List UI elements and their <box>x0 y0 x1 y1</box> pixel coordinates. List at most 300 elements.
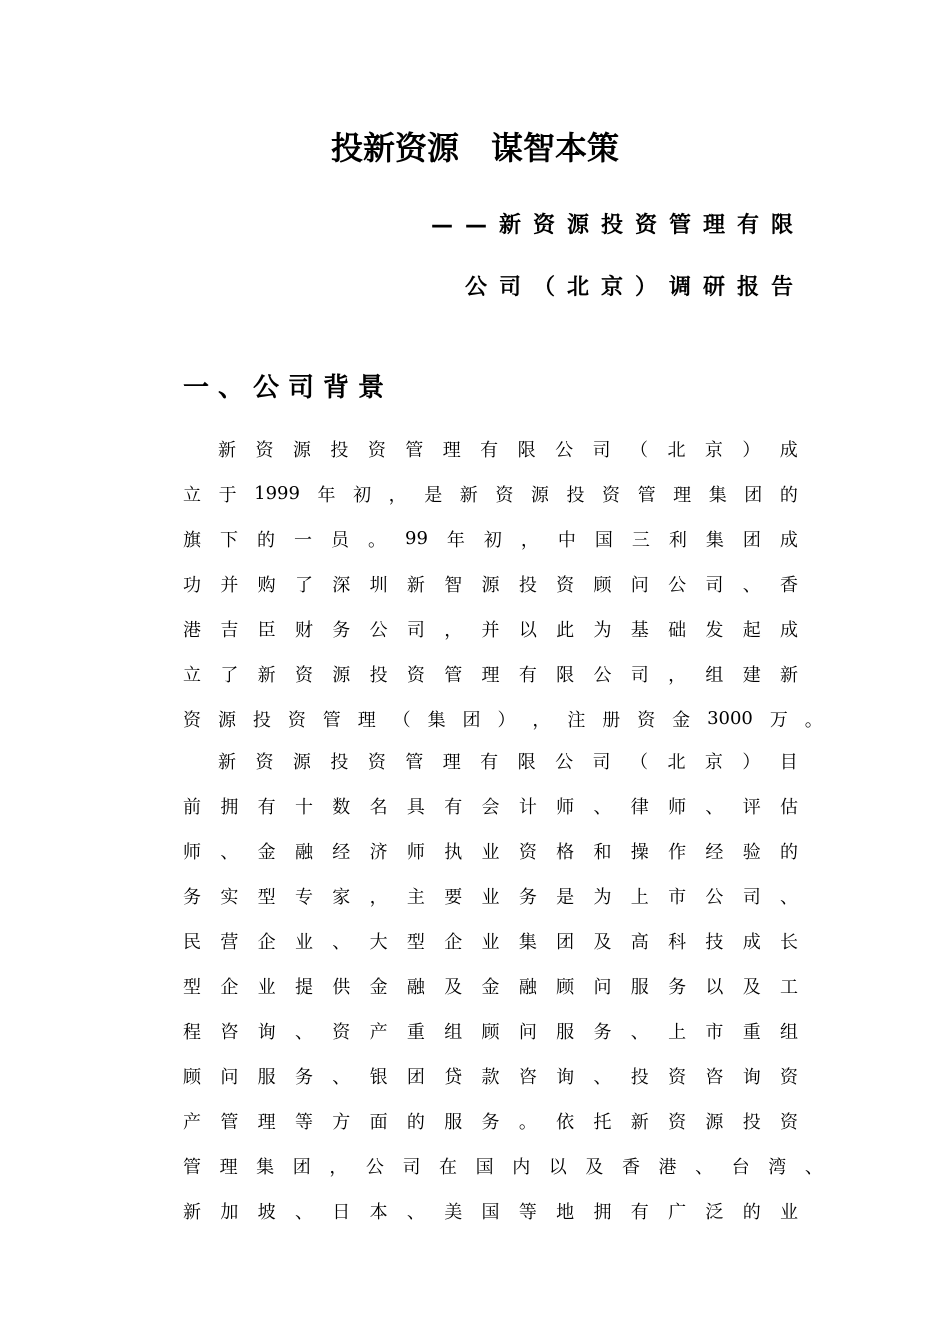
text-token: 投 <box>330 439 349 461</box>
text-token: 湾 <box>768 1156 787 1178</box>
text-token: 及 <box>742 976 761 998</box>
text-token: 年 <box>446 529 465 551</box>
text-token: 款 <box>481 1066 500 1088</box>
text-token: 、 <box>593 796 612 818</box>
text-token: 国 <box>481 1201 500 1223</box>
text-token: 台 <box>731 1156 750 1178</box>
text-token: 、 <box>332 931 351 953</box>
text-token: 、 <box>705 796 724 818</box>
text-token: 等 <box>518 1201 537 1223</box>
text-token: 有 <box>444 796 463 818</box>
text-line <box>183 963 798 1008</box>
text-token: ， <box>520 529 539 551</box>
text-token: 科 <box>668 931 687 953</box>
text-token: 是 <box>424 484 443 506</box>
text-line <box>183 918 798 963</box>
text-token: 理 <box>673 484 692 506</box>
text-token: 财 <box>294 619 313 641</box>
text-line <box>183 738 798 783</box>
text-token: 管 <box>322 709 341 731</box>
text-token: （ <box>392 709 411 731</box>
text-token: 具 <box>406 796 425 818</box>
text-line <box>183 783 798 828</box>
text-token: 初 <box>483 529 502 551</box>
text-token: 源 <box>217 709 236 731</box>
text-token: 注 <box>567 709 586 731</box>
text-token: 大 <box>369 931 388 953</box>
text-token: 公 <box>593 664 612 686</box>
text-token: 组 <box>444 1021 463 1043</box>
text-token: 司 <box>742 886 761 908</box>
text-token: 中 <box>557 529 576 551</box>
text-token: 司 <box>406 619 425 641</box>
text-token: 业 <box>481 886 500 908</box>
text-token: 新 <box>218 439 236 461</box>
text-token: 产 <box>369 1021 388 1043</box>
text-token: 型 <box>406 931 425 953</box>
text-token: 咨 <box>518 1066 537 1088</box>
text-token: 济 <box>369 841 388 863</box>
subtitle-line-1: ——新资源投资管理有限 <box>430 213 805 238</box>
text-token: 。 <box>368 529 386 551</box>
text-token: ， <box>369 886 388 908</box>
text-token: 99 <box>405 528 428 549</box>
text-token: 操 <box>630 841 649 863</box>
text-token: （ <box>629 751 648 773</box>
text-token: 方 <box>332 1111 351 1133</box>
text-token: 新 <box>459 484 478 506</box>
text-token: 业 <box>257 976 276 998</box>
text-token: 国 <box>475 1156 494 1178</box>
text-token: 理 <box>442 751 461 773</box>
text-token: 新 <box>406 574 425 596</box>
text-token: 新 <box>780 664 798 686</box>
text-token: 技 <box>705 931 724 953</box>
text-token: 泛 <box>705 1201 724 1223</box>
text-token: 公 <box>668 574 687 596</box>
text-token: 成 <box>779 439 798 461</box>
text-token: 限 <box>517 751 536 773</box>
text-token: 、 <box>332 1066 351 1088</box>
text-token: 公 <box>365 1156 384 1178</box>
text-token: 组 <box>780 1021 798 1043</box>
text-token: 吉 <box>220 619 239 641</box>
text-token: 市 <box>705 1021 724 1043</box>
text-token: 的 <box>779 484 798 506</box>
text-token: 询 <box>556 1066 575 1088</box>
text-token: 国 <box>594 529 613 551</box>
text-token: 在 <box>439 1156 458 1178</box>
text-token: 金 <box>369 976 388 998</box>
text-token: 团 <box>744 484 763 506</box>
text-token: ， <box>532 709 551 731</box>
text-token: 询 <box>257 1021 276 1043</box>
text-token: 实 <box>220 886 239 908</box>
text-token: 服 <box>556 1021 575 1043</box>
text-token: 经 <box>332 841 351 863</box>
text-token: 司 <box>705 574 724 596</box>
text-token: 顾 <box>183 1066 201 1088</box>
text-token: 务 <box>518 886 537 908</box>
text-token: 公 <box>369 619 388 641</box>
text-token: 服 <box>257 1066 276 1088</box>
text-token: 会 <box>481 796 500 818</box>
text-token: （ <box>629 439 648 461</box>
text-token: 香 <box>780 574 798 596</box>
text-token: 、 <box>593 1066 612 1088</box>
text-token: 投 <box>518 574 537 596</box>
text-token: 新 <box>630 1111 649 1133</box>
text-token: 发 <box>705 619 724 641</box>
text-token: 依 <box>556 1111 575 1133</box>
text-token: 起 <box>742 619 761 641</box>
text-token: 专 <box>294 886 313 908</box>
text-token: 投 <box>252 709 271 731</box>
text-token: 融 <box>294 841 313 863</box>
text-token: 重 <box>742 1021 761 1043</box>
text-token: 经 <box>705 841 724 863</box>
text-token: 供 <box>332 976 351 998</box>
text-token: 资 <box>367 751 386 773</box>
text-token: 管 <box>220 1111 239 1133</box>
text-token: 三 <box>631 529 650 551</box>
text-token: 内 <box>512 1156 531 1178</box>
text-token: 家 <box>332 886 351 908</box>
text-token: 建 <box>742 664 761 686</box>
text-token: 业 <box>481 841 500 863</box>
section-heading: 一、公司背景 <box>183 373 394 403</box>
text-token: 京 <box>704 751 723 773</box>
text-token: 理 <box>481 664 500 686</box>
text-token: 、 <box>406 1201 425 1223</box>
text-token: 加 <box>220 1201 239 1223</box>
text-token: 询 <box>742 1066 761 1088</box>
text-token: 目 <box>779 751 798 773</box>
text-token: 、 <box>294 1021 313 1043</box>
text-token: 律 <box>630 796 649 818</box>
text-token: 立 <box>183 664 201 686</box>
document-title: 投新资源 谋智本策 <box>330 129 619 167</box>
text-token: 源 <box>530 484 549 506</box>
text-token: 集 <box>518 931 537 953</box>
text-token: 有 <box>257 796 276 818</box>
text-token: 服 <box>630 976 649 998</box>
text-token: 、 <box>780 886 798 908</box>
text-line <box>183 1053 798 1098</box>
text-line <box>183 828 798 873</box>
text-token: 万 <box>769 709 788 731</box>
text-token: 企 <box>444 931 463 953</box>
text-token: 、 <box>804 1156 823 1178</box>
text-token: 团 <box>742 529 761 551</box>
text-token: 数 <box>332 796 351 818</box>
text-token: 此 <box>556 619 575 641</box>
text-token: 和 <box>593 841 612 863</box>
text-token: 、 <box>630 1021 649 1043</box>
text-token: 源 <box>481 574 500 596</box>
text-token: 提 <box>294 976 313 998</box>
text-token: 成 <box>779 529 798 551</box>
text-token: 重 <box>406 1021 425 1043</box>
text-token: 资 <box>637 709 656 731</box>
text-token: 师 <box>183 841 201 863</box>
text-token: 广 <box>668 1201 687 1223</box>
text-token: 上 <box>630 886 649 908</box>
text-token: 服 <box>444 1111 463 1133</box>
text-token: 基 <box>630 619 649 641</box>
text-token: 深 <box>332 574 351 596</box>
text-token: 的 <box>742 1201 761 1223</box>
text-token: 及 <box>593 931 612 953</box>
text-token: 投 <box>566 484 585 506</box>
text-token: 资 <box>332 1021 351 1043</box>
text-token: 册 <box>602 709 621 731</box>
text-token: 资 <box>495 484 514 506</box>
text-token: 务 <box>593 1021 612 1043</box>
text-token: 上 <box>668 1021 687 1043</box>
text-token: 师 <box>556 796 575 818</box>
text-token: 购 <box>257 574 276 596</box>
text-token: 源 <box>292 751 311 773</box>
text-token: 利 <box>668 529 687 551</box>
text-token: 以 <box>705 976 724 998</box>
text-token: 公 <box>555 751 574 773</box>
text-token: 业 <box>780 1201 798 1223</box>
text-token: 有 <box>480 751 499 773</box>
text-token: 资 <box>668 1111 687 1133</box>
text-token: 北 <box>667 751 686 773</box>
text-token: 企 <box>257 931 276 953</box>
text-token: 有 <box>480 439 499 461</box>
text-token: 资 <box>518 841 537 863</box>
text-token: 司 <box>402 1156 421 1178</box>
text-token: ） <box>742 751 761 773</box>
text-token: 银 <box>369 1066 388 1088</box>
text-token: ， <box>388 484 407 506</box>
text-token: 为 <box>593 886 612 908</box>
text-token: 础 <box>668 619 687 641</box>
text-token: 成 <box>742 931 761 953</box>
text-token: 资 <box>255 751 274 773</box>
text-token: 资 <box>287 709 306 731</box>
text-token: 香 <box>621 1156 640 1178</box>
text-token: 要 <box>444 886 463 908</box>
text-token: 、 <box>742 574 761 596</box>
text-token: 成 <box>780 619 798 641</box>
text-token: 工 <box>780 976 798 998</box>
text-token: 、 <box>220 841 239 863</box>
text-token: 一 <box>294 529 312 551</box>
text-token: 限 <box>556 664 575 686</box>
text-token: 十 <box>294 796 313 818</box>
text-token: 新 <box>218 751 236 773</box>
text-token: 格 <box>556 841 575 863</box>
text-token: 团 <box>462 709 481 731</box>
text-token: 源 <box>705 1111 724 1133</box>
text-token: 拥 <box>593 1201 612 1223</box>
text-token: 资 <box>602 484 620 506</box>
text-token: 型 <box>257 886 276 908</box>
text-token: 资 <box>183 709 201 731</box>
text-token: 市 <box>668 886 687 908</box>
text-token: 托 <box>593 1111 612 1133</box>
text-token: 以 <box>518 619 537 641</box>
text-token: 师 <box>668 796 687 818</box>
text-token: 坡 <box>257 1201 276 1223</box>
text-token: 日 <box>332 1201 351 1223</box>
text-token: 主 <box>406 886 425 908</box>
text-line <box>183 1008 798 1053</box>
text-token: 计 <box>518 796 537 818</box>
text-token: 初 <box>353 484 372 506</box>
text-token: 估 <box>780 796 798 818</box>
text-line <box>183 1143 823 1188</box>
text-token: 地 <box>556 1201 575 1223</box>
text-token: 管 <box>183 1156 201 1178</box>
text-token: 投 <box>369 664 388 686</box>
text-token: 下 <box>220 529 238 551</box>
text-token: 问 <box>630 574 649 596</box>
text-token: 的 <box>257 529 275 551</box>
text-token: 集 <box>256 1156 275 1178</box>
text-token: 咨 <box>220 1021 239 1043</box>
text-token: 员 <box>331 529 349 551</box>
text-token: 执 <box>444 841 463 863</box>
text-token: 的 <box>406 1111 425 1133</box>
text-token: 业 <box>294 931 313 953</box>
text-token: 司 <box>592 751 611 773</box>
text-token: 3000 <box>707 708 753 729</box>
text-token: 组 <box>705 664 724 686</box>
text-token: 顾 <box>593 574 612 596</box>
text-token: 并 <box>481 619 500 641</box>
text-token: 资 <box>668 1066 687 1088</box>
text-token: 公 <box>705 886 724 908</box>
text-line <box>183 651 798 696</box>
text-token: 贷 <box>444 1066 463 1088</box>
text-token: ， <box>329 1156 348 1178</box>
text-token: 为 <box>593 619 612 641</box>
text-token: 顾 <box>481 1021 500 1043</box>
text-token: ， <box>444 619 463 641</box>
text-token: 及 <box>444 976 463 998</box>
text-token: 等 <box>294 1111 313 1133</box>
text-line <box>183 606 798 651</box>
text-token: 管 <box>405 439 424 461</box>
text-token: 。 <box>804 709 823 731</box>
text-token: 名 <box>369 796 388 818</box>
text-token: 管 <box>637 484 656 506</box>
text-token: 限 <box>517 439 536 461</box>
text-token: ） <box>497 709 516 731</box>
text-token: 以 <box>548 1156 567 1178</box>
text-token: 高 <box>630 931 649 953</box>
text-token: 京 <box>704 439 723 461</box>
text-token: 臣 <box>257 619 276 641</box>
text-token: 、 <box>294 1201 313 1223</box>
text-token: 立 <box>183 484 201 506</box>
text-token: 咨 <box>705 1066 724 1088</box>
text-token: 旗 <box>183 529 201 551</box>
text-token: 理 <box>442 439 461 461</box>
text-token: 集 <box>427 709 446 731</box>
text-token: 投 <box>742 1111 761 1133</box>
text-token: 源 <box>292 439 311 461</box>
text-token: 有 <box>630 1201 649 1223</box>
text-token: 圳 <box>369 574 388 596</box>
text-token: 于 <box>218 484 237 506</box>
text-token: 务 <box>294 1066 313 1088</box>
text-token: 团 <box>406 1066 425 1088</box>
text-token: 并 <box>220 574 239 596</box>
text-token: 企 <box>220 976 239 998</box>
text-token: 新 <box>183 1201 201 1223</box>
text-token: 及 <box>585 1156 604 1178</box>
text-token: 金 <box>257 841 276 863</box>
text-token: 是 <box>556 886 575 908</box>
text-token: 集 <box>708 484 727 506</box>
text-token: 资 <box>556 574 575 596</box>
text-token: 投 <box>330 751 349 773</box>
text-token: 公 <box>555 439 574 461</box>
text-token: 港 <box>658 1156 677 1178</box>
text-token: 产 <box>183 1111 201 1133</box>
text-line <box>183 873 798 918</box>
text-token: 资 <box>367 439 386 461</box>
text-line <box>183 1098 798 1143</box>
text-token: ， <box>668 664 687 686</box>
text-token: 北 <box>667 439 686 461</box>
text-token: 理 <box>357 709 376 731</box>
text-token: 了 <box>220 664 239 686</box>
text-token: 业 <box>481 931 500 953</box>
text-token: 评 <box>742 796 761 818</box>
text-token: 了 <box>294 574 313 596</box>
text-token: 民 <box>183 931 201 953</box>
subtitle-line-2: 公司（北京）调研报告 <box>464 275 805 300</box>
text-token: 作 <box>668 841 687 863</box>
text-token: 港 <box>183 619 201 641</box>
text-token: ） <box>742 439 761 461</box>
text-token: 资 <box>294 664 313 686</box>
text-token: 前 <box>183 796 201 818</box>
text-token: 投 <box>630 1066 649 1088</box>
text-token: 务 <box>183 886 201 908</box>
text-token: 资 <box>255 439 274 461</box>
text-token: 司 <box>592 439 611 461</box>
text-token: 程 <box>183 1021 201 1043</box>
text-token: 智 <box>444 574 463 596</box>
text-token: 资 <box>406 664 425 686</box>
text-token: 长 <box>780 931 798 953</box>
text-line <box>183 1188 798 1233</box>
text-token: 理 <box>219 1156 238 1178</box>
paragraph-1 <box>183 426 833 741</box>
text-token: 、 <box>695 1156 714 1178</box>
text-line <box>183 426 798 471</box>
text-token: 有 <box>518 664 537 686</box>
text-token: 资 <box>780 1066 798 1088</box>
text-token: 营 <box>220 931 239 953</box>
text-token: 的 <box>780 841 798 863</box>
text-token: 集 <box>705 529 724 551</box>
text-token: 验 <box>742 841 761 863</box>
text-token: 1999 <box>254 483 300 504</box>
text-token: 问 <box>220 1066 239 1088</box>
text-token: 。 <box>518 1111 537 1133</box>
text-line <box>183 561 798 606</box>
text-token: 司 <box>630 664 649 686</box>
